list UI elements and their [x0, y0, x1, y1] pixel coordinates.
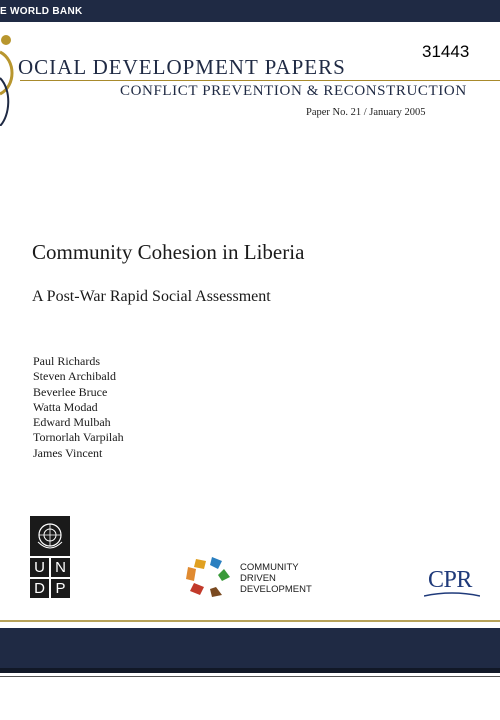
- undp-letter: U: [30, 558, 49, 577]
- document-title: Community Cohesion in Liberia: [32, 240, 305, 264]
- cdd-wordmark: [240, 562, 312, 595]
- author-name: Tornorlah Varpilah: [33, 430, 124, 445]
- undp-letter: D: [30, 579, 49, 598]
- footer-gold-rule: [0, 620, 500, 622]
- cdd-hands-icon: [186, 553, 236, 601]
- footer-band-dark: [0, 668, 500, 673]
- author-list: [33, 354, 124, 461]
- author-name: Beverlee Bruce: [33, 384, 108, 399]
- report-number: 31443: [422, 42, 470, 61]
- author-name: Steven Archibald: [33, 369, 116, 384]
- organization-name: E WORLD BANK: [0, 6, 83, 17]
- undp-letter: N: [51, 558, 70, 577]
- undp-letter: P: [51, 579, 70, 598]
- cpr-swoosh-icon: [424, 591, 480, 599]
- cdd-line: DEVELOPMENT: [240, 584, 312, 595]
- document-subtitle: A Post-War Rapid Social Assessment: [32, 288, 271, 305]
- cdd-line: COMMUNITY: [240, 562, 299, 573]
- paper-number-date: Paper No. 21 / January 2005: [306, 107, 426, 118]
- series-subtitle: CONFLICT PREVENTION & RECONSTRUCTION: [120, 83, 467, 99]
- series-logo-icon: [0, 30, 18, 126]
- cdd-line: DRIVEN: [240, 573, 276, 584]
- series-title: OCIAL DEVELOPMENT PAPERS: [18, 55, 346, 79]
- cpr-logo: CPR: [428, 567, 472, 593]
- author-name: Edward Mulbah: [33, 415, 111, 430]
- author-name: Paul Richards: [33, 354, 100, 368]
- header-divider: [20, 80, 500, 81]
- author-name: James Vincent: [33, 445, 103, 460]
- footer-band: [0, 628, 500, 672]
- un-emblem-icon: [30, 516, 70, 556]
- undp-logo: [30, 516, 70, 600]
- footer-rule: [0, 676, 500, 677]
- author-name: Watta Modad: [33, 399, 98, 414]
